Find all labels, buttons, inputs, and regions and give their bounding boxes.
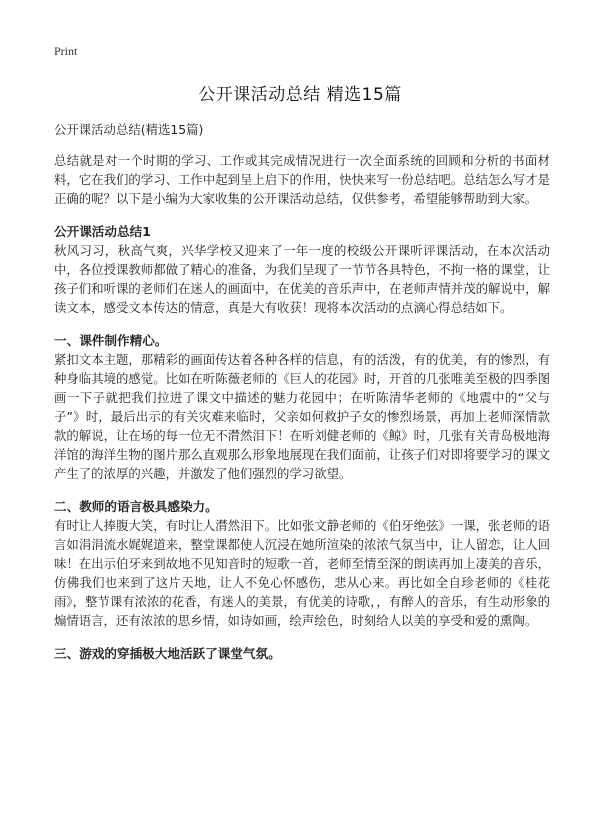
section-paragraph-summary-1: 秋风习习，秋高气爽，兴华学校又迎来了一年一度的校级公开课听评课活动，在本次活动中，各位授课教师都做了精心的准备，为我们呈现了一节节各具特色，不拘一格的课堂，让孩子们和听课的老师们在迷人的画面中，在优美的音乐声中，在老师声情并茂的解说中，解读文本，感受文本传达的情意，真是大有收获！现将本次活动的点滴心得总结如下。 — [54, 243, 550, 315]
document-title: 公开课活动总结 精选15篇 — [198, 85, 402, 105]
section-paragraph-teacher-language: 有时让人捧腹大笑，有时让人潸然泪下。比如张文静老师的《伯牙绝弦》一课，张老师的语言如涓涓流水娓娓道来，整堂课都使人沉浸在她所渲染的浓浓气氛当中，让人留恋，让人回味！在出示伯牙来到故地不见知音时的短歌一首，老师至情至深的朗读再加上凄美的音乐，仿佛我们也来到了这片天地，让人不免心怀感伤，悲从心来。再比如全自珍老师的《桂花雨》，整节课有浓浓的花香，有迷人的美景，有优美的诗歌，，有醉人的音乐，有生动形象的煽情语言，还有浓浓的思乡情，如诗如画，绘声绘色，时刻给人以美的享受和爱的熏陶。 — [54, 518, 550, 628]
section-heading-courseware: 一、课件制作精心。 — [54, 333, 168, 348]
section-heading-summary-1: 公开课活动总结1 — [54, 224, 151, 239]
section-paragraph-courseware: 紧扣文本主题，那精彩的画面传达着各种各样的信息，有的活泼，有的优美，有的惨烈，有种身临其境的感觉。比如在听陈薇老师的《巨人的花园》时，开首的几张唯美至极的四季图画一下子就把我们拉进了课文中描述的魅力花园中；在听陈清华老师的《地震中的“父与子”》时，最后出示的有关灾难来临时，父亲如何救护子女的惨烈场景，再加上老师深情款款的解说，让在场的每一位无不潸然泪下！在听刘健老师的《鲸》时，几张有关青岛极地海洋馆的海洋生物的图片那么直观那么形象地展现在我们面前，让孩子们对即将要学习的课文产生了的浓厚的兴趣，并激发了他们强烈的学习欲望。 — [54, 352, 550, 481]
print-link[interactable]: Print — [54, 44, 78, 58]
section-heading-games: 三、游戏的穿插极大地活跃了课堂气氛。 — [54, 646, 281, 661]
document-subtitle: 公开课活动总结(精选15篇) — [54, 122, 204, 137]
document-body — [54, 120, 550, 663]
section-heading-teacher-language: 二、教师的语言极具感染力。 — [54, 499, 218, 514]
intro-paragraph: 总结就是对一个时期的学习、工作或其完成情况进行一次全面系统的回顾和分析的书面材料，它在我们的学习、工作中起到呈上启下的作用，快快来写一份总结吧。总结怎么写才是正确的呢？以下是小编为大家收集的公开课活动总结，仅供参考，希望能够帮助到大家。 — [54, 153, 550, 206]
